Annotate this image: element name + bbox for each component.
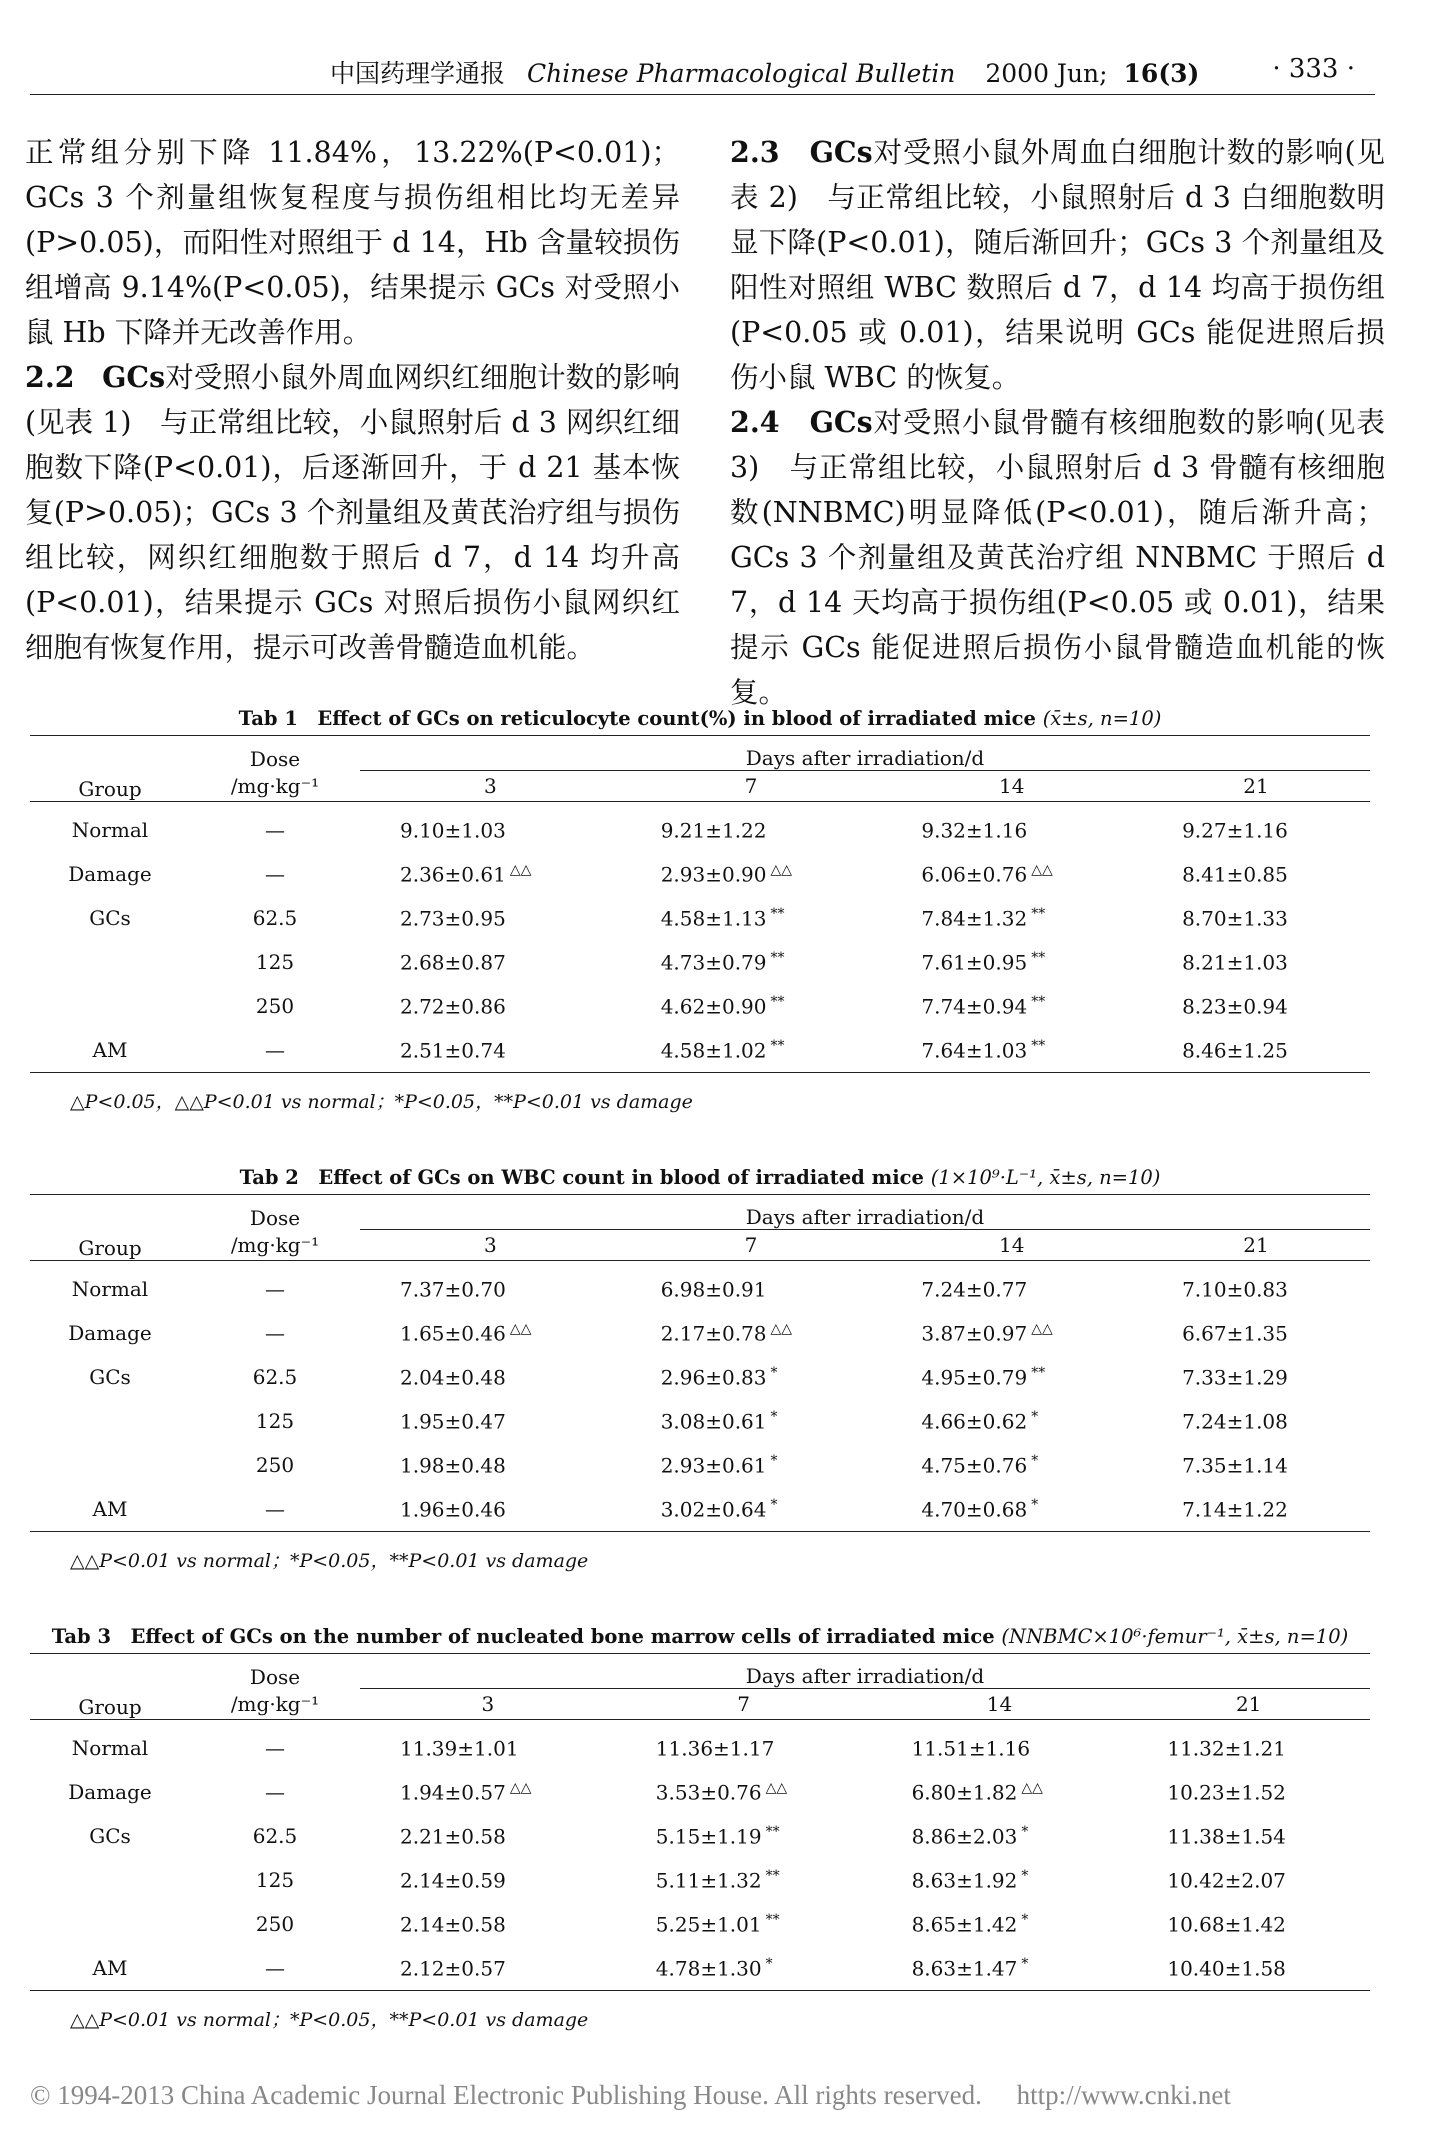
cell-value: [1127, 1902, 1370, 1946]
cell-dose: —: [265, 862, 285, 886]
significance-mark: **: [1031, 905, 1046, 922]
cell-dose: 125: [255, 1409, 295, 1433]
right-column: [730, 130, 1385, 715]
col-header-day: 21: [1142, 771, 1370, 802]
value-text: 5.25±1.01: [655, 1912, 762, 1937]
cell-group: GCs: [89, 1824, 131, 1848]
cell-value: [1142, 1261, 1370, 1312]
journal-title-cn: 中国药理学通报: [330, 59, 506, 88]
header-citation: [330, 54, 1199, 90]
value-text: 5.15±1.19: [655, 1824, 762, 1849]
cell-value: [1127, 1770, 1370, 1814]
significance-mark: **: [1031, 1364, 1046, 1381]
col-header-dose-unit: /mg·kg⁻¹: [190, 1689, 360, 1720]
section-2-2: [25, 355, 680, 670]
col-header-day: 21: [1142, 1230, 1370, 1261]
cell-value: [1142, 1355, 1370, 1399]
col-header-day: 14: [881, 771, 1142, 802]
cell-group: AM: [30, 1028, 190, 1073]
significance-mark: *: [1031, 1496, 1039, 1513]
value-text: 2.12±0.57: [400, 1956, 506, 1981]
section-number: 2.4: [730, 405, 780, 439]
cell-dose: —: [265, 1780, 285, 1804]
cell-value: [360, 1311, 621, 1355]
value-text: 7.74±0.94: [921, 994, 1028, 1019]
cell-dose: 62.5: [252, 1365, 298, 1389]
left-column: [25, 130, 680, 670]
col-header-day: 7: [621, 771, 882, 802]
value-text: 8.63±1.47: [911, 1956, 1018, 1981]
col-header-days: Days after irradiation/d: [360, 1195, 1370, 1230]
value-text: 7.10±0.83: [1182, 1277, 1288, 1302]
value-text: 8.70±1.33: [1182, 906, 1288, 931]
table-1-caption: [30, 703, 1370, 731]
cell-value: [621, 1399, 882, 1443]
value-text: 2.93±0.61: [660, 1453, 767, 1478]
cell-dose: —: [265, 1736, 285, 1760]
significance-mark: **: [765, 1867, 780, 1884]
col-header-day: 3: [360, 1689, 616, 1720]
cell-value: [881, 802, 1142, 853]
cell-value: [881, 852, 1142, 896]
cell-value: [872, 1946, 1128, 1991]
value-text: 2.04±0.48: [400, 1365, 506, 1390]
cell-dose: 250: [255, 994, 295, 1018]
cell-value: [360, 1902, 616, 1946]
significance-mark: *: [1031, 1408, 1039, 1425]
value-text: 2.72±0.86: [400, 994, 506, 1019]
caption-text: Tab 3 Effect of GCs on the number of nucleated bone marrow cells of irradiated mice: [51, 1625, 995, 1648]
cell-dose: —: [190, 1946, 360, 1991]
cell-value: [1142, 896, 1370, 940]
significance-mark: *: [770, 1496, 778, 1513]
col-header-dose: Dose: [190, 1654, 360, 1689]
col-header-dose: Dose: [190, 1195, 360, 1230]
cell-value: [872, 1770, 1128, 1814]
value-text: 8.46±1.25: [1182, 1038, 1288, 1063]
table-row: [30, 1770, 1370, 1814]
section-number: 2.3: [730, 135, 780, 169]
journal-title-en: Chinese Pharmacological Bulletin: [526, 59, 956, 88]
cell-value: [616, 1720, 872, 1771]
col-header-dose-unit: /mg·kg⁻¹: [190, 1230, 360, 1261]
cell-value: [881, 1355, 1142, 1399]
significance-mark: △△: [770, 861, 793, 878]
cell-dose: —: [190, 1028, 360, 1073]
section-title: GCs: [809, 405, 873, 439]
value-text: 3.02±0.64: [660, 1497, 767, 1522]
significance-mark: △△: [765, 1779, 788, 1796]
col-header-day: 3: [360, 1230, 621, 1261]
cell-value: [616, 1946, 872, 1991]
cell-value: [616, 1858, 872, 1902]
value-text: 2.51±0.74: [400, 1038, 506, 1063]
cell-group: GCs: [89, 906, 131, 930]
significance-mark: △△: [509, 1320, 532, 1337]
value-text: 3.08±0.61: [660, 1409, 767, 1434]
table-row: [30, 984, 1370, 1028]
table-row: [30, 1261, 1370, 1312]
value-text: 2.96±0.83: [660, 1365, 767, 1390]
table-2: [30, 1194, 1370, 1532]
table-row: [30, 852, 1370, 896]
cell-value: [881, 896, 1142, 940]
cell-dose: —: [265, 1277, 285, 1301]
copyright-text: © 1994-2013 China Academic Journal Electronic Publishing House. All rights reserved.: [30, 2080, 982, 2110]
value-text: 8.41±0.85: [1182, 862, 1288, 887]
significance-mark: △△: [770, 1320, 793, 1337]
col-header-days: Days after irradiation/d: [360, 736, 1370, 771]
value-text: 3.53±0.76: [655, 1780, 762, 1805]
cell-group: [30, 1858, 190, 1902]
cell-value: [360, 1261, 621, 1312]
table-row: [30, 1355, 1370, 1399]
significance-mark: *: [1031, 1452, 1039, 1469]
table-row: [30, 1720, 1370, 1771]
cell-value: [881, 1487, 1142, 1532]
cell-value: [881, 940, 1142, 984]
value-text: 1.95±0.47: [400, 1409, 506, 1434]
significance-mark: **: [765, 1823, 780, 1840]
value-text: 8.63±1.92: [911, 1868, 1018, 1893]
value-text: 2.36±0.61: [400, 862, 506, 887]
table-row: [30, 1902, 1370, 1946]
table-2-caption: [30, 1162, 1370, 1190]
cell-value: [881, 1399, 1142, 1443]
table-row: [30, 1946, 1370, 1991]
significance-mark: **: [770, 1037, 785, 1054]
value-text: 6.06±0.76: [921, 862, 1028, 887]
cell-value: [1142, 940, 1370, 984]
cell-group: AM: [30, 1487, 190, 1532]
value-text: 7.33±1.29: [1182, 1365, 1288, 1390]
value-text: 2.73±0.95: [400, 906, 506, 931]
table-row: [30, 896, 1370, 940]
section-2-3: [730, 130, 1385, 400]
value-text: 8.65±1.42: [911, 1912, 1018, 1937]
volume-issue: 16(3): [1123, 59, 1200, 88]
cell-value: [360, 1946, 616, 1991]
cell-value: [360, 1355, 621, 1399]
section-text: 对受照小鼠外周血白细胞计数的影响(见表 2) 与正常组比较，小鼠照射后 d 3 白细胞数明显下降(P<0.01)，随后渐回升；GCs 3 个剂量组及阳性对照组 WBC 数照后 d 7，d 14 均高于损伤组(P<0.05 或 0.01)，结果说明 GCs 能促进照后损伤小鼠 WBC 的恢复。: [730, 136, 1385, 394]
value-text: 7.64±1.03: [921, 1038, 1028, 1063]
value-text: 2.68±0.87: [400, 950, 506, 975]
table-row: [30, 1814, 1370, 1858]
table-1-footnote: △P<0.05，△△P<0.01 vs normal；*P<0.05，**P<0.01 vs damage: [70, 1091, 693, 1113]
cell-value: [360, 1443, 621, 1487]
value-text: 6.67±1.35: [1182, 1321, 1288, 1346]
significance-mark: *: [1021, 1911, 1029, 1928]
cell-group: [30, 984, 190, 1028]
section-text: 对受照小鼠骨髓有核细胞数的影响(见表 3) 与正常组比较，小鼠照射后 d 3 骨髓有核细胞数(NNBMC)明显降低(P<0.01)，随后渐升高；GCs 3 个剂量组及黄芪治疗组 NNBMC 于照后 d 7，d 14 天均高于损伤组(P<0.05 或 0.01)，结果提示 GCs 能促进照后损伤小鼠骨髓造血机能的恢复。: [730, 406, 1385, 709]
col-header-day: 14: [872, 1689, 1128, 1720]
cell-group: [30, 1443, 190, 1487]
cell-value: [621, 1355, 882, 1399]
value-text: 11.39±1.01: [400, 1736, 519, 1761]
cell-value: [616, 1770, 872, 1814]
cell-value: [881, 1443, 1142, 1487]
caption-text: Tab 2 Effect of GCs on WBC count in blood of irradiated mice: [239, 1166, 924, 1189]
cell-value: [360, 802, 621, 853]
table-3-caption: [30, 1621, 1370, 1649]
cell-value: [621, 802, 882, 853]
value-text: 4.73±0.79: [660, 950, 767, 975]
cell-group: [30, 1902, 190, 1946]
value-text: 2.21±0.58: [400, 1824, 506, 1849]
cell-value: [1142, 1399, 1370, 1443]
cell-value: [360, 1399, 621, 1443]
cell-value: [360, 896, 621, 940]
cell-group: Normal: [71, 1277, 149, 1301]
value-text: 11.38±1.54: [1167, 1824, 1286, 1849]
table-row: [30, 802, 1370, 853]
col-header-day: 14: [881, 1230, 1142, 1261]
value-text: 9.21±1.22: [660, 818, 767, 843]
value-text: 4.58±1.02: [660, 1038, 767, 1063]
table-row: [30, 1311, 1370, 1355]
table-row: [30, 1487, 1370, 1532]
cell-dose: 125: [255, 950, 295, 974]
cell-dose: 250: [255, 1453, 295, 1477]
cell-value: [360, 1487, 621, 1532]
value-text: 1.65±0.46: [400, 1321, 506, 1346]
value-text: 2.17±0.78: [660, 1321, 767, 1346]
value-text: 2.14±0.58: [400, 1912, 506, 1937]
table-3: [30, 1653, 1370, 1991]
value-text: 7.84±1.32: [921, 906, 1028, 931]
cell-dose: —: [265, 1321, 285, 1345]
col-header-days: Days after irradiation/d: [360, 1654, 1370, 1689]
significance-mark: **: [770, 949, 785, 966]
table-row: [30, 1858, 1370, 1902]
caption-stats: (1×10⁹·L⁻¹, x̄±s, n=10): [930, 1166, 1161, 1189]
value-text: 7.37±0.70: [400, 1277, 506, 1302]
significance-mark: *: [770, 1364, 778, 1381]
cell-dose: 250: [255, 1912, 295, 1936]
cell-value: [1127, 1720, 1370, 1771]
value-text: 9.27±1.16: [1182, 818, 1288, 843]
cell-value: [1142, 1311, 1370, 1355]
significance-mark: **: [1031, 993, 1046, 1010]
significance-mark: △△: [1031, 861, 1053, 878]
page-number: · 333 ·: [1272, 54, 1355, 84]
value-text: 7.35±1.14: [1182, 1453, 1288, 1478]
value-text: 9.10±1.03: [400, 818, 506, 843]
cell-value: [1142, 852, 1370, 896]
cell-group: [30, 940, 190, 984]
table-row: [30, 1399, 1370, 1443]
cell-value: [872, 1720, 1128, 1771]
cell-dose: 62.5: [252, 1824, 298, 1848]
cell-value: [621, 896, 882, 940]
table-1: [30, 735, 1370, 1073]
cell-value: [360, 852, 621, 896]
table-row: [30, 940, 1370, 984]
value-text: 7.14±1.22: [1182, 1497, 1288, 1522]
cell-value: [360, 1814, 616, 1858]
cell-value: [621, 1443, 882, 1487]
significance-mark: **: [1031, 1037, 1046, 1054]
cell-value: [1142, 802, 1370, 853]
caption-stats: (x̄±s, n=10): [1042, 707, 1162, 730]
table-row: [30, 1028, 1370, 1073]
value-text: 9.32±1.16: [921, 818, 1028, 843]
cell-value: [1127, 1814, 1370, 1858]
value-text: 4.78±1.30: [655, 1956, 762, 1981]
cell-group: Damage: [68, 1780, 152, 1804]
value-text: 11.51±1.16: [911, 1736, 1031, 1761]
col-header-group: Group: [30, 736, 190, 802]
value-text: 3.87±0.97: [921, 1321, 1028, 1346]
cell-value: [881, 984, 1142, 1028]
copyright-footer: [30, 2080, 1231, 2111]
cell-value: [621, 1311, 882, 1355]
cell-value: [621, 940, 882, 984]
significance-mark: *: [1021, 1955, 1029, 1972]
cell-value: [872, 1814, 1128, 1858]
cell-value: [872, 1902, 1128, 1946]
cell-value: [1142, 1028, 1370, 1073]
table-2-footnote: △△P<0.01 vs normal；*P<0.05，**P<0.01 vs damage: [70, 1550, 589, 1572]
value-text: 7.61±0.95: [921, 950, 1028, 975]
cell-value: [881, 1261, 1142, 1312]
cell-value: [360, 1858, 616, 1902]
cell-value: [1142, 1487, 1370, 1532]
cell-value: [1127, 1858, 1370, 1902]
cell-value: [881, 1311, 1142, 1355]
significance-mark: *: [770, 1452, 778, 1469]
cell-value: [616, 1814, 872, 1858]
significance-mark: **: [765, 1911, 780, 1928]
cell-value: [621, 1261, 882, 1312]
cell-value: [621, 1487, 882, 1532]
value-text: 1.94±0.57: [400, 1780, 506, 1805]
value-text: 11.32±1.21: [1167, 1736, 1286, 1761]
cell-group: GCs: [89, 1365, 131, 1389]
cell-value: [360, 1028, 621, 1073]
issue-date: 2000 Jun;: [985, 59, 1108, 88]
value-text: 10.40±1.58: [1167, 1956, 1286, 1981]
col-header-group: Group: [30, 1654, 190, 1720]
cell-dose: —: [190, 1487, 360, 1532]
value-text: 4.70±0.68: [921, 1497, 1028, 1522]
section-number: 2.2: [25, 360, 75, 394]
table-row: [30, 1443, 1370, 1487]
section-title: GCs: [102, 360, 166, 394]
value-text: 8.21±1.03: [1182, 950, 1288, 975]
value-text: 10.23±1.52: [1167, 1780, 1286, 1805]
significance-mark: △△: [1031, 1320, 1053, 1337]
value-text: 4.58±1.13: [660, 906, 767, 931]
value-text: 4.62±0.90: [660, 994, 767, 1019]
section-text: 对受照小鼠外周血网织红细胞计数的影响(见表 1) 与正常组比较，小鼠照射后 d 3 网织红细胞数下降(P<0.01)，后逐渐回升，于 d 21 基本恢复(P>0.05)；GCs 3 个剂量组及黄芪治疗组与损伤组比较，网织红细胞数于照后 d 7，d 14 均升高(P<0.01)，结果提示 GCs 对照后损伤小鼠网织红细胞有恢复作用，提示可改善骨髓造血机能。: [25, 361, 680, 664]
significance-mark: △△: [509, 861, 532, 878]
value-text: 5.11±1.32: [655, 1868, 762, 1893]
cell-value: [616, 1902, 872, 1946]
cnki-url: http://www.cnki.net: [1016, 2080, 1231, 2110]
cell-value: [360, 940, 621, 984]
value-text: 7.24±1.08: [1182, 1409, 1288, 1434]
cell-value: [621, 1028, 882, 1073]
value-text: 4.95±0.79: [921, 1365, 1028, 1390]
running-header: [30, 50, 1375, 95]
value-text: 1.98±0.48: [400, 1453, 506, 1478]
caption-text: Tab 1 Effect of GCs on reticulocyte count(%) in blood of irradiated mice: [238, 707, 1036, 730]
section-title: GCs: [809, 135, 873, 169]
col-header-day: 7: [616, 1689, 872, 1720]
value-text: 8.23±0.94: [1182, 994, 1288, 1019]
value-text: 10.68±1.42: [1167, 1912, 1286, 1937]
significance-mark: **: [1031, 949, 1046, 966]
col-header-day: 3: [360, 771, 621, 802]
section-2-4: [730, 400, 1385, 715]
cell-value: [621, 852, 882, 896]
col-header-dose-unit: /mg·kg⁻¹: [190, 771, 360, 802]
cell-value: [1127, 1946, 1370, 1991]
value-text: 6.98±0.91: [660, 1277, 767, 1302]
cell-value: [1142, 984, 1370, 1028]
value-text: 4.75±0.76: [921, 1453, 1028, 1478]
cell-group: AM: [30, 1946, 190, 1991]
col-header-day: 7: [621, 1230, 882, 1261]
value-text: 7.24±0.77: [921, 1277, 1028, 1302]
cell-value: [872, 1858, 1128, 1902]
cell-group: Normal: [71, 1736, 149, 1760]
value-text: 8.86±2.03: [911, 1824, 1018, 1849]
significance-mark: *: [1021, 1823, 1029, 1840]
cell-value: [360, 984, 621, 1028]
value-text: 10.42±2.07: [1167, 1868, 1286, 1893]
value-text: 1.96±0.46: [400, 1497, 506, 1522]
value-text: 6.80±1.82: [911, 1780, 1018, 1805]
col-header-dose: Dose: [190, 736, 360, 771]
caption-stats: (NNBMC×10⁶·femur⁻¹, x̄±s, n=10): [1001, 1625, 1349, 1648]
significance-mark: **: [770, 905, 785, 922]
cell-group: Damage: [68, 862, 152, 886]
col-header-group: Group: [30, 1195, 190, 1261]
cell-group: [30, 1399, 190, 1443]
cell-value: [1142, 1443, 1370, 1487]
paragraph-hb-result: 正常组分别下降 11.84%，13.22%(P<0.01)；GCs 3 个剂量组恢复程度与损伤组相比均无差异(P>0.05)，而阳性对照组于 d 14，Hb 含量较损伤组增高 9.14%(P<0.05)，结果提示 GCs 对受照小鼠 Hb 下降并无改善作用。: [25, 136, 680, 349]
table-3-footnote: △△P<0.01 vs normal；*P<0.05，**P<0.01 vs damage: [70, 2009, 589, 2031]
significance-mark: △△: [1021, 1779, 1043, 1796]
cell-value: [360, 1770, 616, 1814]
col-header-day: 21: [1127, 1689, 1370, 1720]
value-text: 2.93±0.90: [660, 862, 767, 887]
cell-dose: 125: [255, 1868, 295, 1892]
cell-value: [881, 1028, 1142, 1073]
significance-mark: **: [770, 993, 785, 1010]
cell-group: Normal: [71, 818, 149, 842]
cell-value: [360, 1720, 616, 1771]
cell-dose: 62.5: [252, 906, 298, 930]
cell-group: Damage: [68, 1321, 152, 1345]
significance-mark: *: [765, 1955, 773, 1972]
value-text: 2.14±0.59: [400, 1868, 506, 1893]
significance-mark: △△: [509, 1779, 532, 1796]
value-text: 4.66±0.62: [921, 1409, 1028, 1434]
significance-mark: *: [770, 1408, 778, 1425]
value-text: 11.36±1.17: [655, 1736, 775, 1761]
cell-dose: —: [265, 818, 285, 842]
significance-mark: *: [1021, 1867, 1029, 1884]
cell-value: [621, 984, 882, 1028]
